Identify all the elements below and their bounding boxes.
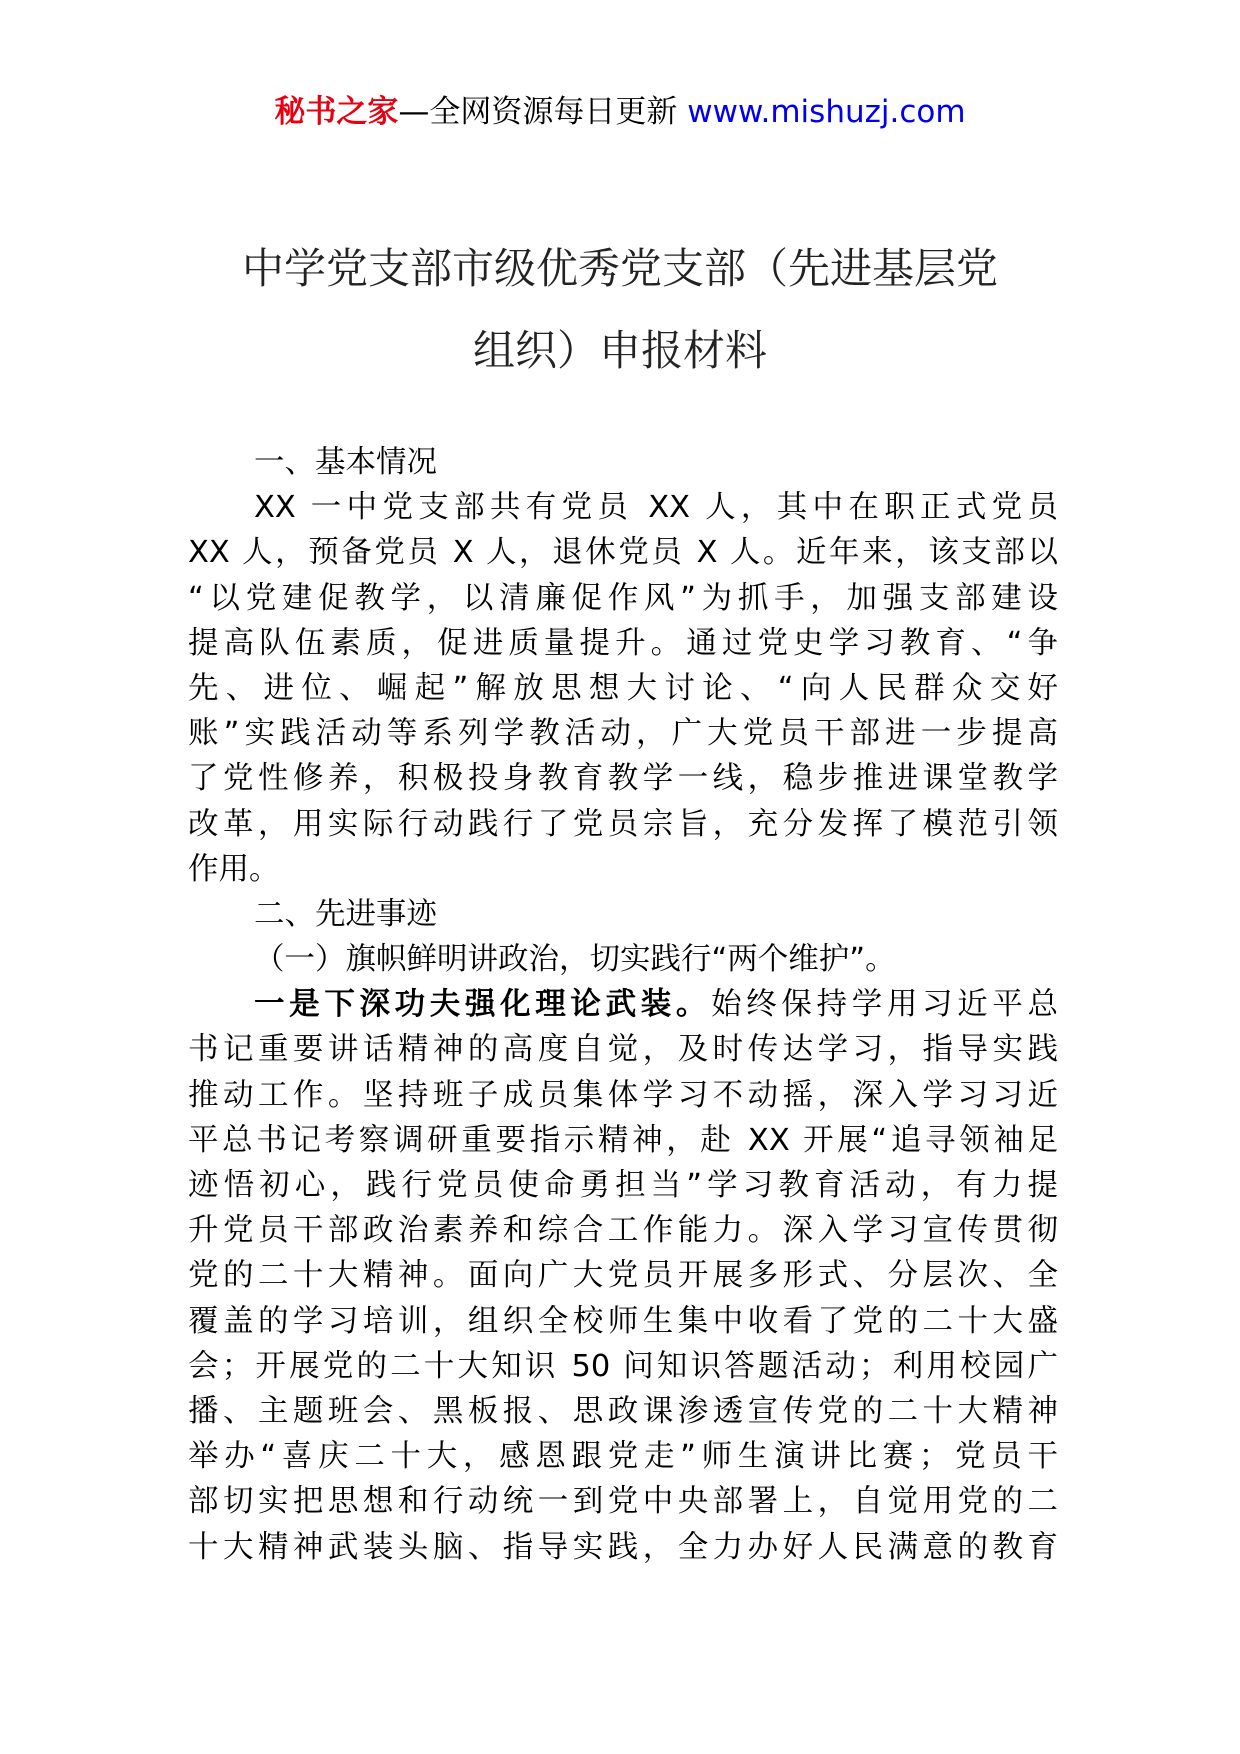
section-heading-deeds: 二、先进事迹: [254, 896, 437, 932]
section-heading-basic: 一、基本情况: [254, 445, 437, 480]
document-body: [188, 440, 1058, 1570]
body-line: 升党员干部政治素养和综合工作能力。深入学习宣传贯彻: [188, 1213, 1058, 1249]
lead-bold-phrase: 一是下深功夫强化理论武装。: [254, 987, 712, 1023]
subsection-heading: （一）旗帜鲜明讲政治，切实践行“两个维护”。: [254, 942, 896, 978]
body-line: 十大精神武装头脑、指导实践，全力办好人民满意的教育: [188, 1529, 1058, 1565]
site-tagline: —全网资源每日更新: [398, 94, 688, 130]
body-line: 提高队伍素质，促进质量提升。通过党史学习教育、“争: [188, 625, 1058, 661]
body-line: 先、进位、崛起”解放思想大讨论、“向人民群众交好: [188, 670, 1058, 706]
body-line: 推动工作。坚持班子成员集体学习不动摇，深入学习习近: [188, 1077, 1058, 1113]
body-line: 党的二十大精神。面向广大党员开展多形式、分层次、全: [188, 1258, 1058, 1294]
body-line: XX 人，预备党员 X 人，退休党员 X 人。近年来，该支部以: [188, 535, 1058, 571]
site-url-link[interactable]: www.mishuzj.com: [687, 94, 966, 130]
body-line: 改革，用实际行动践行了党员宗旨，充分发挥了模范引领: [188, 806, 1058, 842]
body-line: 会；开展党的二十大知识 50 问知识答题活动；利用校园广: [188, 1348, 1058, 1384]
body-line-with-lead: [188, 982, 1058, 1027]
document-title: [140, 228, 1100, 392]
body-line: 书记重要讲话精神的高度自觉，及时传达学习，指导实践: [188, 1032, 1058, 1068]
lead-rest: 始终保持学用习近平总: [711, 987, 1058, 1023]
body-line: “以党建促教学，以清廉促作风”为抓手，加强支部建设: [188, 580, 1058, 616]
body-line: 平总书记考察调研重要指示精神，赴 XX 开展“追寻领袖足: [188, 1122, 1058, 1158]
site-brand: 秘书之家: [274, 94, 399, 130]
site-header: [0, 92, 1240, 132]
title-line-2: 组织）申报材料: [472, 326, 767, 375]
body-line: 播、主题班会、黑板报、思政课渗透宣传党的二十大精神: [188, 1393, 1058, 1429]
body-line: 覆盖的学习培训，组织全校师生集中收看了党的二十大盛: [188, 1303, 1058, 1339]
body-line: 举办“喜庆二十大，感恩跟党走”师生演讲比赛；党员干: [188, 1439, 1058, 1475]
body-line: 了党性修养，积极投身教育教学一线，稳步推进课堂教学: [188, 761, 1058, 797]
title-line-1: 中学党支部市级优秀党支部（先进基层党: [241, 244, 998, 293]
body-line: 账”实践活动等系列学教活动，广大党员干部进一步提高: [188, 716, 1058, 752]
body-line: 部切实把思想和行动统一到党中央部署上，自觉用党的二: [188, 1484, 1058, 1520]
body-line: 作用。: [188, 851, 280, 887]
body-line: 迹悟初心，践行党员使命勇担当”学习教育活动，有力提: [188, 1168, 1058, 1203]
body-line: XX 一中党支部共有党员 XX 人，其中在职正式党员: [254, 490, 1058, 526]
